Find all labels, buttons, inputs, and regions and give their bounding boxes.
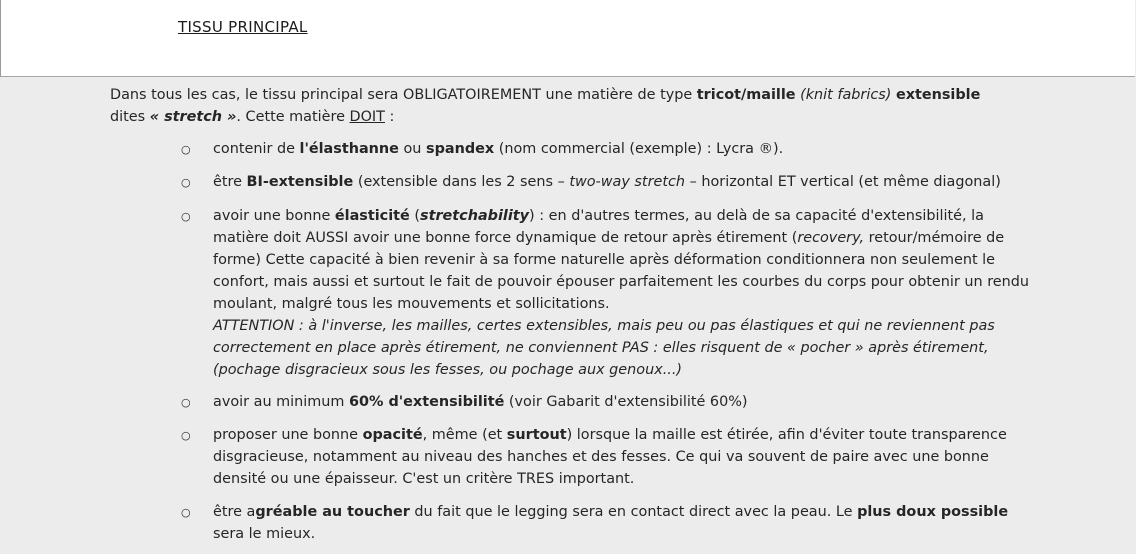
item-text: (voir Gabarit d'extensibilité 60%) [504, 394, 748, 410]
intro-paragraph [110, 84, 1010, 128]
item-text: – horizontal ET vertical (et même diagonal) [685, 174, 1001, 190]
item-text: ) lorsque la maille est étirée, afin d'éviter toute transparence disgracieuse, notamment au niveau des hanches et des fesses. Ce qui va souvent de paire avec une bonne densité ou une épaisseur. C'est un critère TRES important. [213, 427, 1007, 487]
item-text: ( [409, 208, 420, 224]
document-body [0, 77, 1134, 554]
item-text: être [213, 174, 247, 190]
list-item [181, 501, 1033, 545]
item-text: , même (et [422, 427, 507, 443]
bullet-icon: ○ [181, 143, 191, 156]
item-italic: two-way stretch [569, 174, 686, 190]
bullet-icon: ○ [181, 429, 191, 442]
section-header [1, 0, 1135, 77]
bullet-icon: ○ [181, 396, 191, 409]
intro-tricot: tricot/maille [696, 87, 796, 103]
intro-text: Dans tous les cas, le tissu principal sera OBLIGATOIREMENT une matière de type [110, 87, 697, 103]
item-text: avoir une bonne [213, 208, 335, 224]
intro-colon: : [384, 109, 395, 125]
item-text: sera le mieux. [213, 526, 316, 542]
list-item [181, 138, 1033, 160]
bullet-icon: ○ [181, 176, 191, 189]
item-bold: gréable au toucher [255, 504, 410, 520]
item-bold: plus doux possible [857, 504, 1009, 520]
item-bold: 60% d'extensibilité [349, 394, 505, 410]
list-item [181, 391, 1033, 413]
item-text: être a [213, 504, 256, 520]
item-bold-italic: stretchability [420, 208, 530, 224]
list-item [181, 424, 1033, 490]
intro-knit-fabrics: (knit fabrics) [800, 87, 892, 103]
list-item [181, 171, 1033, 193]
item-italic: recovery, [797, 230, 865, 246]
intro-cette: . Cette matière [236, 109, 350, 125]
intro-extensible: extensible [895, 87, 981, 103]
item-text: (extensible dans les 2 sens – [353, 174, 570, 190]
bullet-icon: ○ [181, 210, 191, 223]
item-bold: spandex [426, 141, 495, 157]
item-text: avoir au minimum [213, 394, 350, 410]
item-text: ou [398, 141, 426, 157]
intro-doit: DOIT [349, 109, 385, 125]
item-bold: l'élasthanne [299, 141, 399, 157]
item-text: ) : en d'autres termes, au delà de sa capacité d'extensibilité, la matière doit AUSSI avoir une bonne force dynamique de retour après étirement ( [213, 208, 984, 246]
bullet-icon: ○ [181, 506, 191, 519]
section-heading: TISSU PRINCIPAL [178, 18, 308, 36]
item-text: du fait que le legging sera en contact direct avec la peau. Le [409, 504, 858, 520]
intro-dites: dites [110, 109, 150, 125]
item-text: proposer une bonne [213, 427, 363, 443]
item-bold: opacité [362, 427, 423, 443]
item-bold: surtout [506, 427, 567, 443]
item-text: retour/mémoire de forme) Cette capacité à bien revenir à sa forme naturelle après déformation conditionnera non seulement le confort, mais aussi et surtout le fait de pouvoir épouser parfaitement les courbes du corps pour obtenir un rendu moulant, malgré tous les mouvements et sollicitations. [213, 230, 1030, 312]
list-item [181, 205, 1033, 381]
item-text: contenir de [213, 141, 300, 157]
item-text: (nom commercial (exemple) : Lycra ®). [494, 141, 784, 157]
intro-stretch: « stretch » [149, 109, 237, 125]
item-bold: élasticité [334, 208, 410, 224]
item-attention-note: ATTENTION : à l'inverse, les mailles, certes extensibles, mais peu ou pas élastiques et qui ne reviennent pas correctement en place après étirement, ne conviennent PAS : elles risquent de « pocher » après étirement, (pochage disgracieux sous les fesses, ou pochage aux genoux...) [213, 318, 995, 378]
item-bold: BI-extensible [246, 174, 354, 190]
